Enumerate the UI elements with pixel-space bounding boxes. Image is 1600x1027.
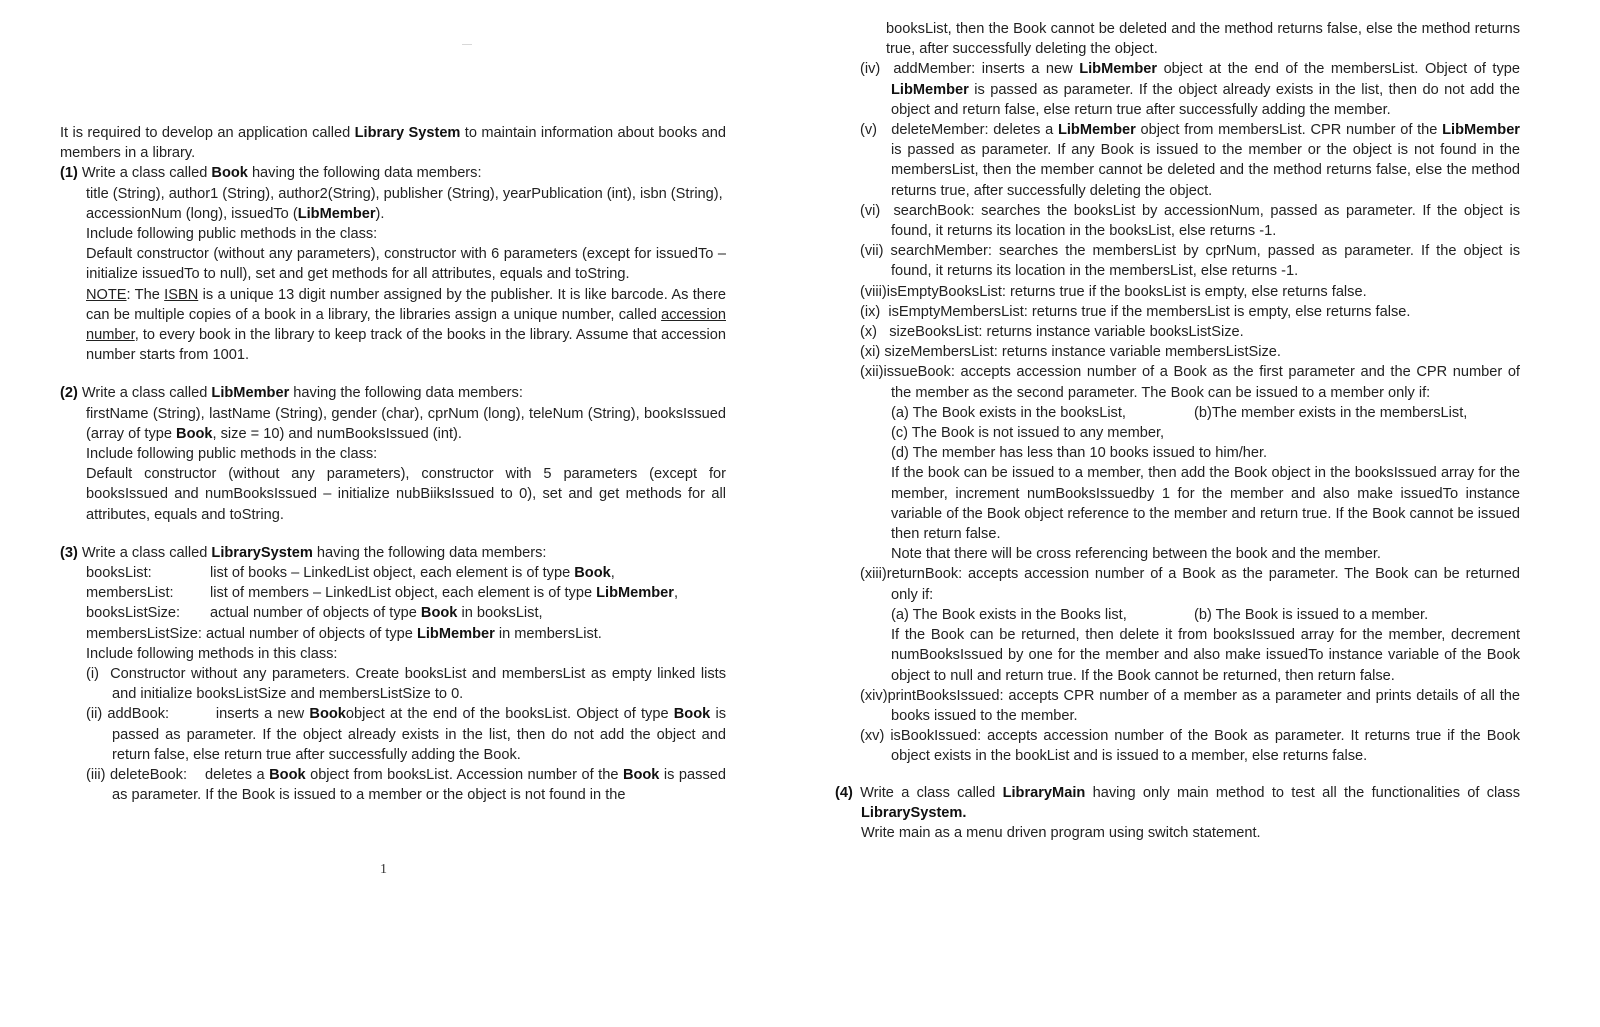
return-condition-b: (b) The Book is issued to a member.	[1194, 606, 1429, 623]
section-4	[835, 783, 1520, 844]
book-data-members: title (String), author1 (String), author2(String), publisher (String), yearPublication (int), isbn (String), accessionNum (long), issuedTo (LibMember).	[86, 185, 723, 222]
librarysystem-include-line: Include following methods in this class:	[86, 645, 338, 662]
return-condition-a: (a) The Book exists in the Books list,	[891, 606, 1127, 623]
method-searchbook: (vi) searchBook: searches the booksList by accessionNum, passed as parameter. If the object is found, it returns its location in the booksList, else returns -1.	[860, 202, 1520, 240]
field-memberslist: membersList: list of members – LinkedList object, each element is of type LibMember,	[86, 585, 679, 602]
method-sizememberslist: (xi) sizeMembersList: returns instance variable membersListSize.	[860, 344, 1281, 361]
method-isemptybookslist: (viii)isEmptyBooksList: returns true if the booksList is empty, else returns false.	[860, 283, 1367, 300]
libmember-methods: Default constructor (without any parameters), constructor with 5 parameters (except for booksIssued and numBooksIssued – initialize nubBiiksIssued to 0), set and get methods for all attributes, equals and toString.	[86, 466, 726, 523]
condition-c: (c) The Book is not issued to any member,	[891, 425, 1165, 442]
method-isemptymemberslist: (ix) isEmptyMembersList: returns true if the membersList is empty, else returns false.	[860, 303, 1411, 320]
book-include-line: Include following public methods in the class:	[86, 226, 378, 243]
method-addbook: (ii) addBook: inserts a new Bookobject at the end of the booksList. Object of type Book is passed as parameter. If the object already exists in the list, then do not add the object and return false, else return true after successfully adding the Book.	[86, 706, 726, 763]
section-2-heading: (2) Write a class called LibMember having the following data members:	[60, 385, 523, 402]
field-bookslistsize: booksListSize: actual number of objects of type Book in booksList,	[86, 605, 543, 622]
method-constructor: (i) Constructor without any parameters. Create booksList and membersList as empty linked lists and initialize booksListSize and membersListSize to 0.	[86, 666, 726, 703]
libmember-data-members: firstName (String), lastName (String), gender (char), cprNum (long), teleNum (String), booksIssued (array of type Book, size = 10) and numBooksIssued (int).	[86, 405, 726, 442]
method-deletemember: (v) deleteMember: deletes a LibMember object from membersList. CPR number of the LibMember is passed as parameter. If any Book is issued to the member or the object is not found in the membersList, then the member cannot be deleted and the method returns false, else the method returns true, after successfully deleting the object.	[860, 122, 1520, 199]
method-isbookissued: (xv) isBookIssued: accepts accession number of the Book as parameter. It returns true if the Book object exists in the bookList and is issued to a member, else returns false.	[860, 728, 1520, 765]
libmember-include-line: Include following public methods in the class:	[86, 446, 378, 463]
section-3	[60, 543, 726, 806]
book-methods: Default constructor (without any parameters), constructor with 6 parameters (except for issuedTo – initialize issuedTo to null), set and get methods for all attributes, equals and toString.	[86, 246, 726, 283]
method-sizebookslist: (x) sizeBooksList: returns instance variable booksListSize.	[860, 324, 1244, 341]
section-1-heading: (1) Write a class called Book having the following data members:	[60, 165, 482, 182]
issuebook-result: If the book can be issued to a member, then add the Book object in the booksIssued array for the member, increment numBooksIssuedby 1 for the member and also make issuedTo instance variable of the Book object reference to the member and return true. If the Book cannot be issued then return false.	[891, 465, 1520, 543]
method-addmember: (iv) addMember: inserts a new LibMember object at the end of the membersList. Object of type LibMember is passed as parameter. If the object already exists in the list, then do not add the object and return false, else return true after successfully adding the member.	[860, 61, 1520, 118]
field-memberslistsize: membersListSize: actual number of objects of type LibMember in membersList.	[86, 625, 602, 642]
method-printbooksissued: (xiv)printBooksIssued: accepts CPR number of a member as a parameter and prints details of all the books issued to the member.	[860, 687, 1520, 724]
deletebook-continuation: booksList, then the Book cannot be deleted and the method returns false, else the method returns true, after successfully deleting the object.	[886, 21, 1520, 58]
section-1	[60, 163, 726, 365]
method-deletebook: (iii) deleteBook: deletes a Book object from booksList. Accession number of the Book is passed as parameter. If the Book is issued to a member or the object is not found in the	[86, 767, 726, 804]
method-returnbook: (xiii)returnBook: accepts accession number of a Book as the parameter. The Book can be returned only if:	[860, 566, 1520, 603]
returnbook-conditions	[860, 605, 1520, 686]
section-4-instruction: Write main as a menu driven program using switch statement.	[861, 824, 1261, 841]
condition-d: (d) The member has less than 10 books issued to him/her.	[891, 445, 1268, 462]
left-page	[60, 123, 726, 806]
field-bookslist: booksList: list of books – LinkedList object, each element is of type Book,	[86, 565, 615, 582]
page-number: 1	[380, 862, 387, 877]
scan-mark	[462, 44, 472, 45]
issuebook-conditions	[860, 403, 1520, 565]
condition-b: (b)The member exists in the membersList,	[1194, 404, 1468, 421]
intro-paragraph: It is required to develop an application called Library System to maintain information about books and members in a library.	[60, 125, 727, 162]
right-page	[835, 19, 1520, 843]
method-searchmember: (vii) searchMember: searches the membersList by cprNum, passed as parameter. If the object is found, it returns its location in the membersList, else returns -1.	[860, 243, 1520, 280]
method-issuebook: (xii)issueBook: accepts accession number of a Book as the first parameter and the CPR number of the member as the second parameter. The Book can be issued to a member only if:	[860, 364, 1520, 401]
section-4-heading: (4) Write a class called LibraryMain having only main method to test all the functionalities of class LibrarySystem.	[835, 784, 1520, 821]
issuebook-note: Note that there will be cross referencing between the book and the member.	[891, 546, 1381, 563]
returnbook-result: If the Book can be returned, then delete it from booksIssued array for the member, decrement numBooksIssued by one for the member and also make issuedTo instance variable of the Book object to null and return true. If the Book cannot be returned, then return false.	[891, 627, 1520, 684]
section-3-heading: (3) Write a class called LibrarySystem having the following data members:	[60, 544, 547, 561]
section-2	[60, 383, 726, 524]
condition-a: (a) The Book exists in the booksList,	[891, 404, 1126, 421]
isbn-note: NOTE: The ISBN is a unique 13 digit number assigned by the publisher. It is like barcode. As there can be multiple copies of a book in a library, the libraries assign a unique number, called accession number, to every book in the library to keep track of the books in the library. Assume that accession number starts from 1001.	[86, 286, 726, 364]
